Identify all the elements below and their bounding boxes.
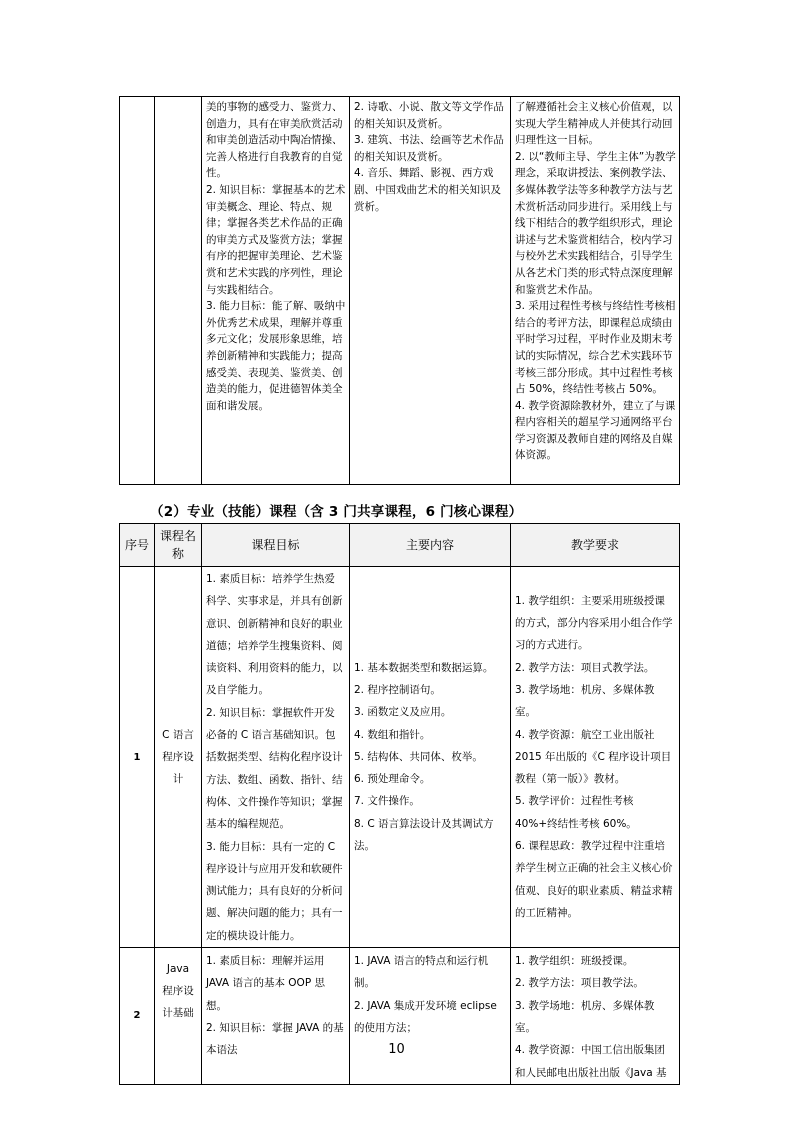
table-row [120,567,680,948]
requirement-item: 2. 教学方法：项目教学法。 [515,977,644,990]
content-cell [350,948,511,1085]
objective-item: 2. 知识目标：掌握软件开发必备的 C 语言基础知识。包括数据类型、结构化程序设计方法、数组、函数、指针、结构体、文件操作等知识；掌握基本的编程规范。 [206,706,343,831]
table-row [120,948,680,1085]
objective-item: 1. 素质目标：培养学生热爱科学、实事求是，并具有创新意识、创新精神和良好的职业道德；培养学生搜集资料、阅读资料、利用资料的能力，以及自学能力。 [206,573,343,697]
content-item: 4. 音乐、舞蹈、影视、西方戏剧、中国戏曲艺术的相关知识及赏析。 [354,167,501,213]
content-item: 3. 函数定义及应用。 [354,706,452,719]
name-cell [155,97,202,485]
header-objectives: 课程目标 [202,524,350,567]
objective-item: 2. 知识目标：掌握基本的艺术审美概念、理论、特点、规律；掌握各类艺术作品的正确的审美方式及鉴赏方法；掌握有序的把握审美理论、艺术鉴赏和艺术实践的序列性，理论与实践相结合。 [206,183,346,296]
content-item: 1. JAVA 语言的特点和运行机制。 [354,955,489,990]
requirement-item: 3. 教学场地：机房、多媒体教室。 [515,999,655,1034]
requirements-cell [511,97,680,485]
page-number: 10 [388,1042,405,1057]
table-row [120,97,680,485]
row-num: 1 [120,567,155,948]
requirements-cell [511,567,680,948]
requirement-item: 4. 教学资源：中国工信出版集团和人民邮电出版社出版《Java 基 [515,1044,667,1079]
content-cell [350,567,511,948]
header-requirements: 教学要求 [511,524,680,567]
num-cell [120,97,155,485]
content-item: 4. 数组和指针。 [354,728,431,741]
content-item: 2. JAVA 集成开发环境 eclipse 的使用方法； [354,999,497,1034]
content-item: 3. 建筑、书法、绘画等艺术作品的相关知识及赏析。 [354,134,504,163]
requirement-item: 5. 教学评价：过程性考核 40%+终结性考核 60%。 [515,795,637,830]
section-heading: （2）专业（技能）课程（含 3 门共享课程，6 门核心课程） [150,504,523,520]
requirements-cell [511,948,680,1085]
objectives-cell [202,948,350,1085]
objective-item: 美的事物的感受力、鉴赏力、创造力，具有在审美欣赏活动和审美创造活动中陶冶情操、完善人格进行自我教育的自觉性。 [206,101,343,180]
course-name: C 语言程序设计 [155,567,202,948]
header-num: 序号 [120,524,155,567]
header-name: 课程名称 [155,524,202,567]
content-item: 8. C 语言算法设计及其调试方法。 [354,817,494,853]
requirement-item: 6. 课程思政：教学过程中注重培养学生树立正确的社会主义核心价值观、良好的职业素质、精益求精的工匠精神。 [515,840,673,919]
requirement-item: 4. 教学资源除教材外，建立了与课程内容相关的超星学习通网络平台学习资源及教师自建的网络及自媒体资源。 [515,399,676,462]
requirement-item: 4. 教学资源：航空工业出版社 2015 年出版的《C 程序设计项目教程（第一版）》教材。 [515,728,672,786]
continued-course-table [119,96,680,485]
content-item: 2. 程序控制语句。 [354,683,441,696]
content-cell [350,97,511,485]
requirement-item: 了解遵循社会主义核心价值观，以实现大学生精神成人并使其行动回归理性这一目标。 [515,101,673,147]
course-name: Java 程序设计基础 [155,948,202,1085]
content-item: 6. 预处理命令。 [354,773,431,786]
requirement-item: 2. 以“教师主导、学生主体”为教学理念，采取讲授法、案例教学法、多媒体教学法等多种教学方法与艺术赏析活动同步进行。采用线上与线下相结合的教学组织形式，理论讲述与艺术鉴赏相结合，校内学习与校外艺术实践相结合，引导学生从各艺术门类的形式特点深度理解和鉴赏艺术作品。 [515,150,676,296]
row-num: 2 [120,948,155,1085]
objectives-cell [202,567,350,948]
content-item: 7. 文件操作。 [354,795,420,808]
requirement-item: 2. 教学方法：项目式教学法。 [515,661,655,674]
objective-item: 1. 素质目标：理解并运用 JAVA 语言的基本 OOP 思想。 [206,955,325,1012]
requirement-item: 1. 教学组织：班级授课。 [515,955,634,968]
content-item: 2. 诗歌、小说、散文等文学作品的相关知识及赏析。 [354,101,504,130]
objective-item: 3. 能力目标：能了解、吸纳中外优秀艺术成果，理解并尊重多元文化；发展形象思维，培养创新精神和实践能力；提高感受美、表现美、鉴赏美、创造美的能力，促进德智体美全面和谐发展。 [206,300,346,412]
objective-item: 3. 能力目标：具有一定的 C 程序设计与应用开发和软硬件测试能力；具有良好的分析问题、解决问题的能力；具有一定的模块设计能力。 [206,840,343,942]
content-item: 5. 结构体、共同体、枚举。 [354,750,483,763]
table-header-row [120,524,680,567]
header-content: 主要内容 [350,524,511,567]
requirement-item: 3. 采用过程性考核与终结性考核相结合的考评方法，即课程总成绩由平时学习过程，平时作业及期末考试的实际情况，综合艺术实践环节考核三部分形成。其中过程性考核占 50%，终结性考核占 50%。 [515,300,676,396]
objective-item: 2. 知识目标：掌握 JAVA 的基本语法 [206,1021,344,1057]
requirement-item: 3. 教学场地：机房、多媒体教室。 [515,683,655,719]
content-item: 1. 基本数据类型和数据运算。 [354,661,494,674]
requirement-item: 1. 教学组织：主要采用班级授课的方式，部分内容采用小组合作学习的方式进行。 [515,594,673,652]
course-table [119,523,680,1085]
objectives-cell [202,97,350,485]
